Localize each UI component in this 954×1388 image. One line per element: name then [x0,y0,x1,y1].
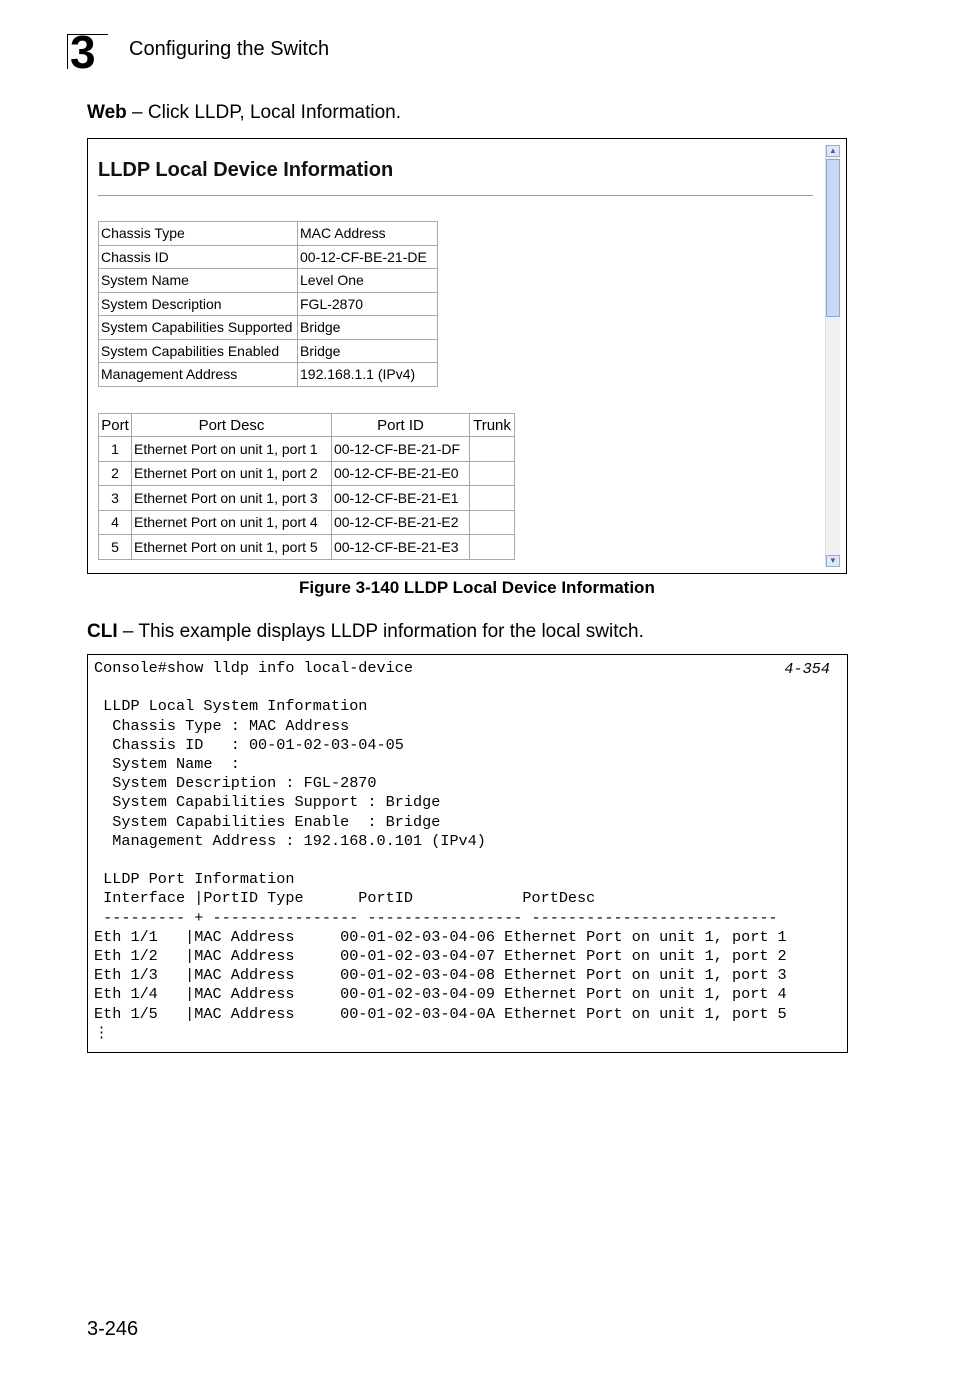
info-label: Management Address [99,363,298,387]
info-row [99,339,438,363]
info-value: MAC Address [298,222,438,246]
col-port: Port [99,414,132,437]
info-label: System Name [99,269,298,293]
web-screenshot [87,138,847,574]
port-table [98,413,515,560]
port-desc: Ethernet Port on unit 1, port 5 [132,535,332,560]
cli-line: --------- + ---------------- ----------------- --------------------------- [94,908,778,927]
port-number: 2 [99,461,132,486]
port-id: 00-12-CF-BE-21-DF [332,437,470,462]
web-instruction-text: – Click LLDP, Local Information. [126,102,401,123]
cli-line: Eth 1/3 |MAC Address 00-01-02-03-04-08 Ethernet Port on unit 1, port 3 [94,966,787,985]
port-desc: Ethernet Port on unit 1, port 2 [132,461,332,486]
info-row [99,245,438,269]
port-trunk [470,510,515,535]
col-port-desc: Port Desc [132,414,332,437]
page-number: 3-246 [87,1318,139,1340]
port-row [99,437,515,462]
cli-line: System Description : FGL-2870 [94,774,377,793]
info-value: Bridge [298,339,438,363]
scroll-up-icon[interactable]: ▲ [826,145,840,157]
port-row [99,486,515,511]
cli-instruction-text: – This example displays LLDP information for the local switch. [117,621,644,642]
info-row [99,292,438,316]
port-number: 3 [99,486,132,511]
port-trunk [470,535,515,560]
info-row [99,363,438,387]
port-trunk [470,486,515,511]
port-row [99,535,515,560]
cli-line: System Capabilities Support : Bridge [94,793,441,812]
cli-line: Eth 1/2 |MAC Address 00-01-02-03-04-07 Ethernet Port on unit 1, port 2 [94,947,787,965]
cli-line: Eth 1/4 |MAC Address 00-01-02-03-04-09 Ethernet Port on unit 1, port 4 [94,985,787,1004]
figure-caption: Figure 3-140 LLDP Local Device Information [299,578,655,597]
screenshot-title: LLDP Local Device Information [98,159,394,181]
port-row [99,510,515,535]
scroll-down-icon[interactable]: ▼ [826,555,840,567]
cli-example-box [87,654,848,1053]
col-trunk: Trunk [470,414,515,437]
chapter-number: 3 [70,26,96,78]
cli-line: Chassis ID : 00-01-02-03-04-05 [94,735,404,754]
info-label: System Description [99,292,298,316]
port-number: 4 [99,510,132,535]
info-value: 00-12-CF-BE-21-DE [298,245,438,269]
port-id: 00-12-CF-BE-21-E2 [332,510,470,535]
scroll-thumb[interactable] [826,159,840,317]
port-row [99,461,515,486]
info-row [99,316,438,340]
info-label: System Capabilities Supported [99,316,298,340]
cli-line: LLDP Local System Information [94,697,368,716]
port-id: 00-12-CF-BE-21-E1 [332,486,470,511]
port-number: 5 [99,535,132,560]
info-value: FGL-2870 [298,292,438,316]
info-row [99,269,438,293]
cli-line: System Name : [94,755,240,773]
cli-line: ⋮ [94,1023,110,1042]
cli-reference: 4-354 [784,660,830,678]
cli-line: Management Address : 192.168.0.101 (IPv4) [94,831,486,850]
info-value: 192.168.1.1 (IPv4) [298,363,438,387]
info-value: Bridge [298,316,438,340]
info-value: Level One [298,269,438,293]
port-trunk [470,461,515,486]
cli-line: Eth 1/1 |MAC Address 00-01-02-03-04-06 Ethernet Port on unit 1, port 1 [94,927,787,946]
port-desc: Ethernet Port on unit 1, port 4 [132,510,332,535]
port-desc: Ethernet Port on unit 1, port 3 [132,486,332,511]
cli-instruction [87,621,644,643]
col-port-id: Port ID [332,414,470,437]
cli-line: Interface |PortID Type PortID PortDesc [94,889,596,908]
info-label: Chassis Type [99,222,298,246]
vertical-scrollbar[interactable] [825,145,840,567]
port-table-header [99,414,515,437]
port-id: 00-12-CF-BE-21-E3 [332,535,470,560]
cli-line: Console#show lldp info local-device [94,659,413,677]
port-desc: Ethernet Port on unit 1, port 1 [132,437,332,462]
web-label: Web [87,102,127,123]
cli-line: System Capabilities Enable : Bridge [94,812,441,831]
local-info-table [98,221,438,387]
info-label: System Capabilities Enabled [99,339,298,363]
chapter-title: Configuring the Switch [129,38,330,60]
cli-line: Chassis Type : MAC Address [94,716,350,735]
port-trunk [470,437,515,462]
cli-line: LLDP Port Information [94,870,295,889]
cli-line: Eth 1/5 |MAC Address 00-01-02-03-04-0A Ethernet Port on unit 1, port 5 [94,1004,787,1023]
port-number: 1 [99,437,132,462]
info-label: Chassis ID [99,245,298,269]
info-row [99,222,438,246]
cli-label: CLI [87,621,118,642]
title-divider [98,195,813,196]
port-id: 00-12-CF-BE-21-E0 [332,461,470,486]
web-instruction [87,102,401,124]
